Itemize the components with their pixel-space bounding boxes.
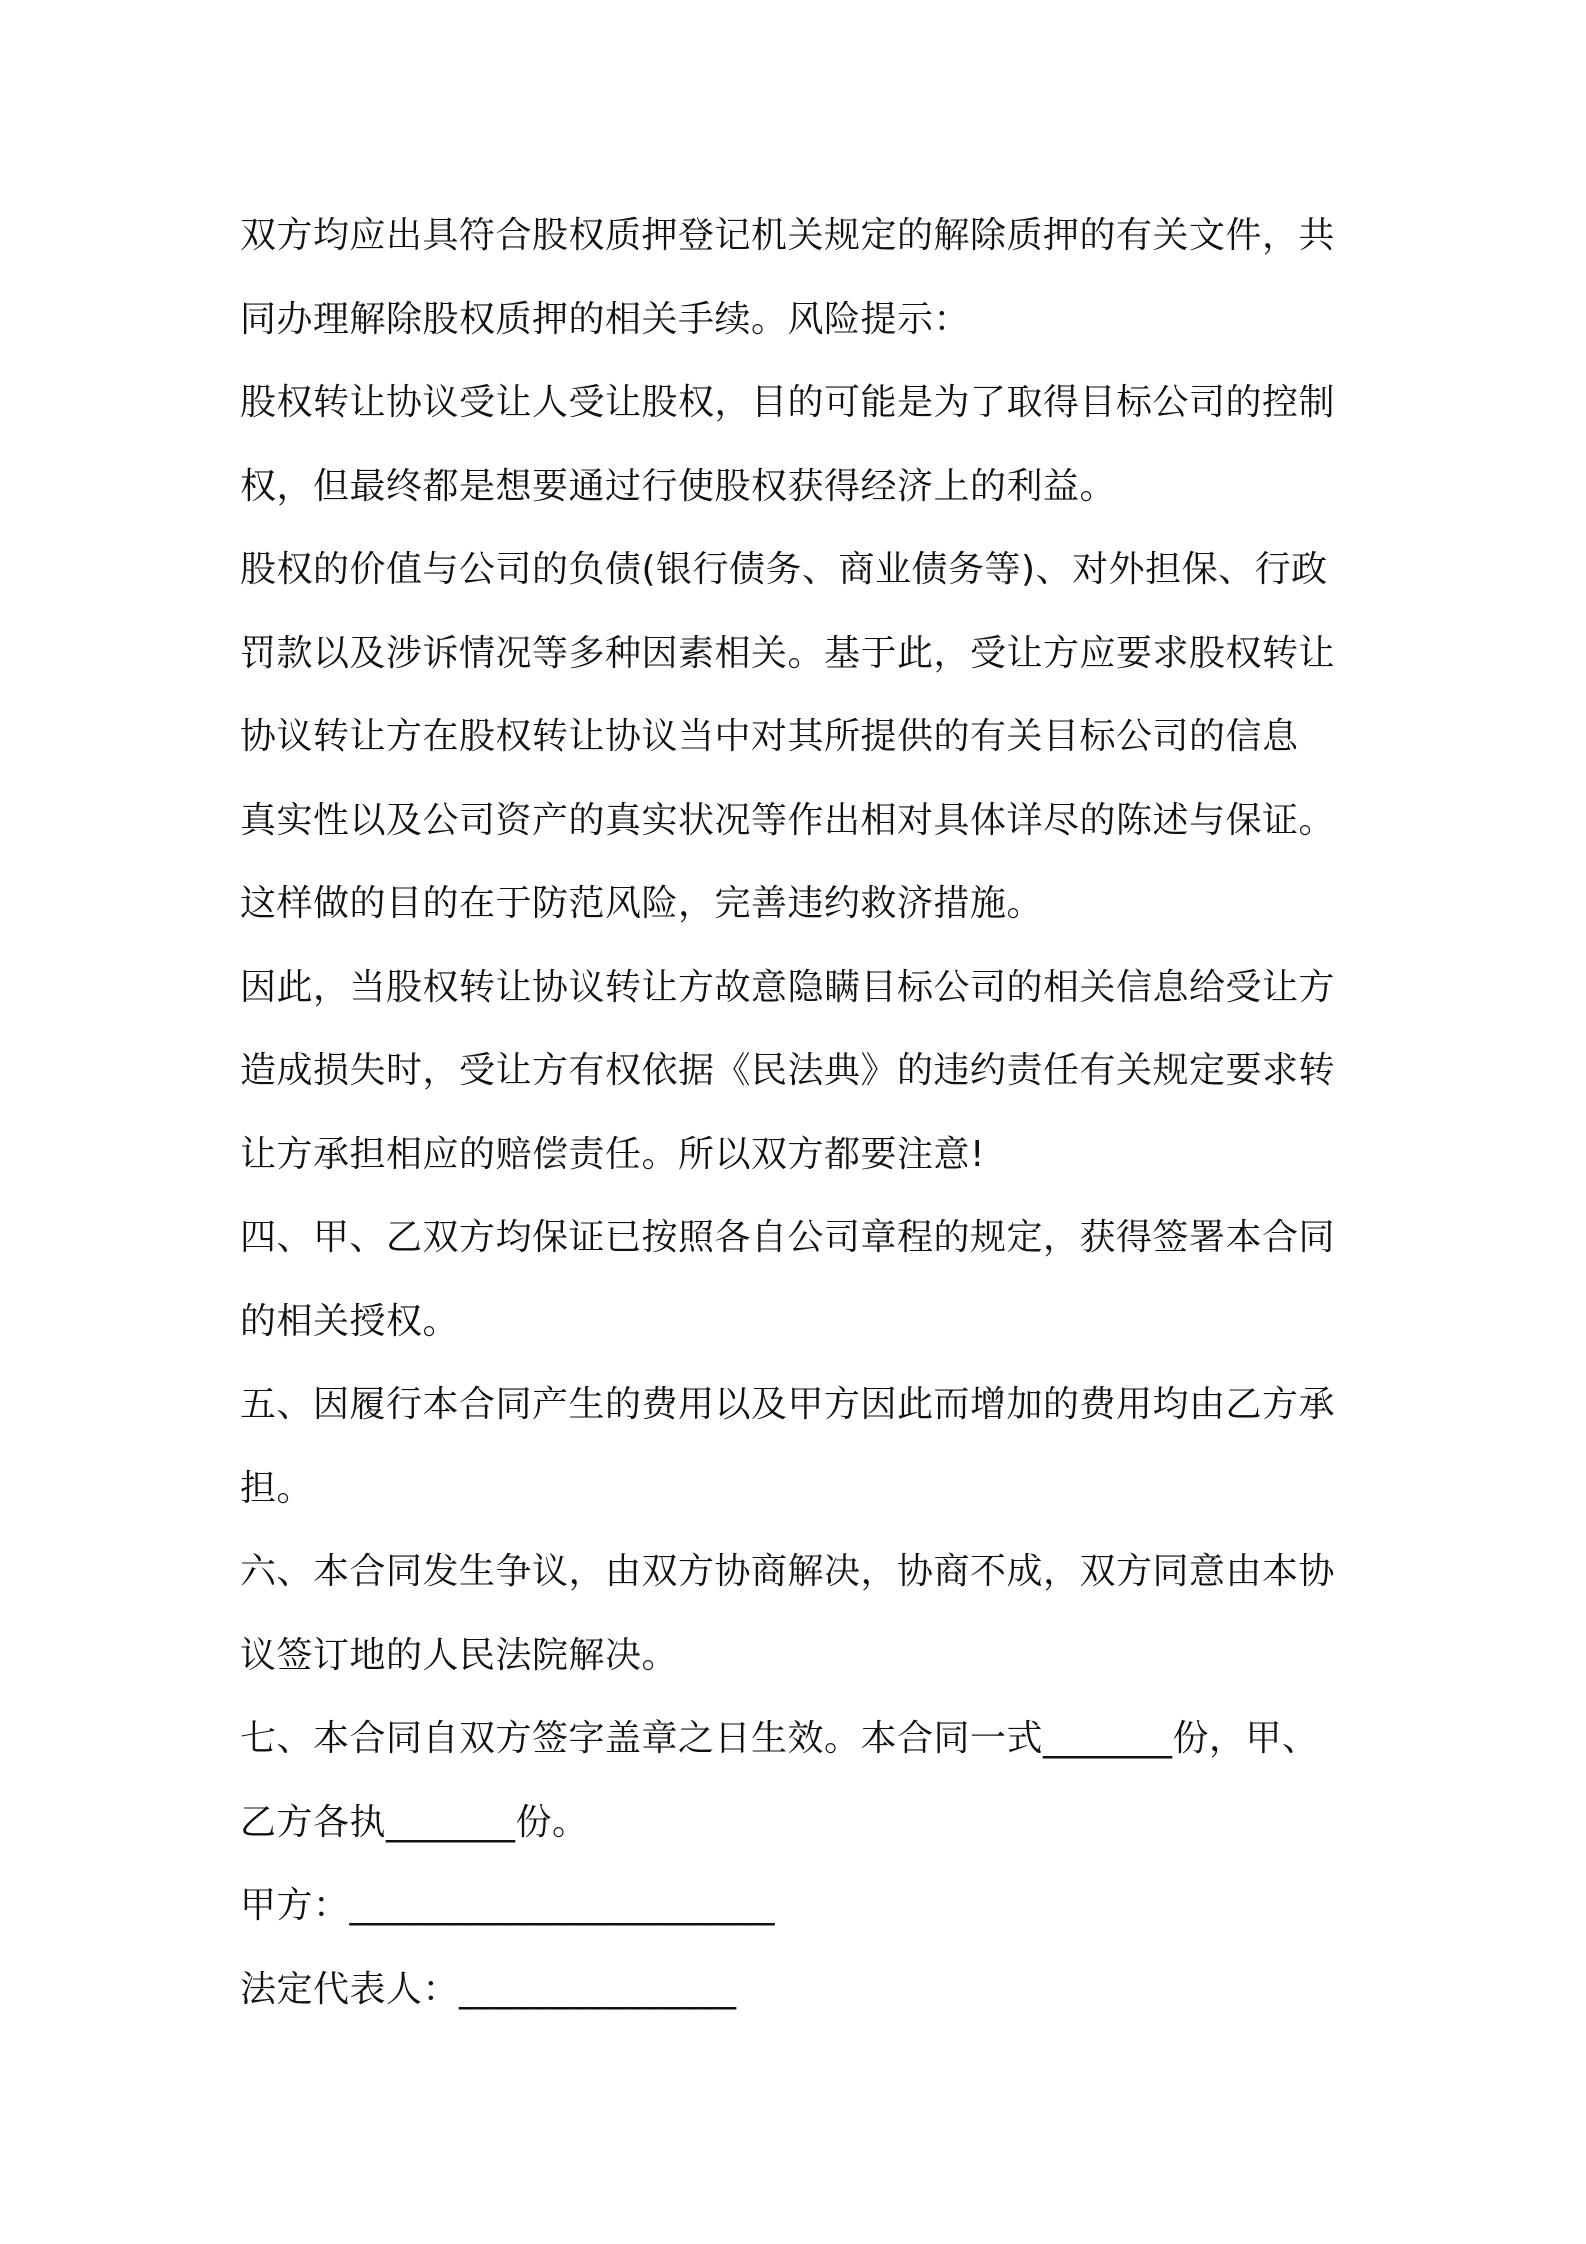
text-line: 这样做的目的在于防范风险，完善违约救济措施。 (240, 883, 1044, 924)
text-line: 六、本合同发生争议，由双方协商解决，协商不成，双方同意由本协 (240, 1551, 1336, 1592)
text-line: 议签订地的人民法院解决。 (240, 1634, 679, 1676)
text-line: 因此，当股权转让协议转让方故意隐瞒目标公司的相关信息给受让方 (240, 966, 1336, 1008)
text-line: 乙方各执_______份。 (240, 1801, 589, 1843)
text-line: 同办理解除股权质押的相关手续。风险提示： (240, 298, 971, 340)
text-line: 让方承担相应的赔偿责任。所以双方都要注意! (240, 1133, 985, 1175)
text-line: 造成损失时，受让方有权依据《民法典》的违约责任有关规定要求转 (240, 1050, 1336, 1091)
text-line: 双方均应出具符合股权质押登记机关规定的解除质押的有关文件，共 (240, 215, 1336, 256)
text-line: 股权转让协议受让人受让股权，目的可能是为了取得目标公司的控制 (240, 382, 1336, 423)
text-line: 股权的价值与公司的负债(银行债务、商业债务等)、对外担保、行政 (240, 549, 1328, 590)
text-line: 的相关授权。 (240, 1300, 460, 1342)
party-a-signature-line: 甲方：_______________________ (240, 1885, 776, 1926)
text-line: 五、因履行本合同产生的费用以及甲方因此而增加的费用均由乙方承 (240, 1384, 1336, 1425)
text-line: 四、甲、乙双方均保证已按照各自公司章程的规定，获得签署本合同 (240, 1217, 1336, 1258)
text-line: 协议转让方在股权转让协议当中对其所提供的有关目标公司的信息 (240, 716, 1299, 757)
text-line: 权，但最终都是想要通过行使股权获得经济上的利益。 (240, 465, 1117, 507)
legal-representative-signature-line: 法定代表人：_______________ (240, 1968, 737, 2010)
text-line: 真实性以及公司资产的真实状况等作出相对具体详尽的陈述与保证。 (240, 799, 1336, 841)
text-line: 罚款以及涉诉情况等多种因素相关。基于此，受让方应要求股权转让 (240, 632, 1336, 674)
text-line: 担。 (240, 1467, 314, 1509)
text-line: 七、本合同自双方签字盖章之日生效。本合同一式_______份，甲、 (240, 1718, 1319, 1759)
document-body (240, 194, 1360, 2031)
